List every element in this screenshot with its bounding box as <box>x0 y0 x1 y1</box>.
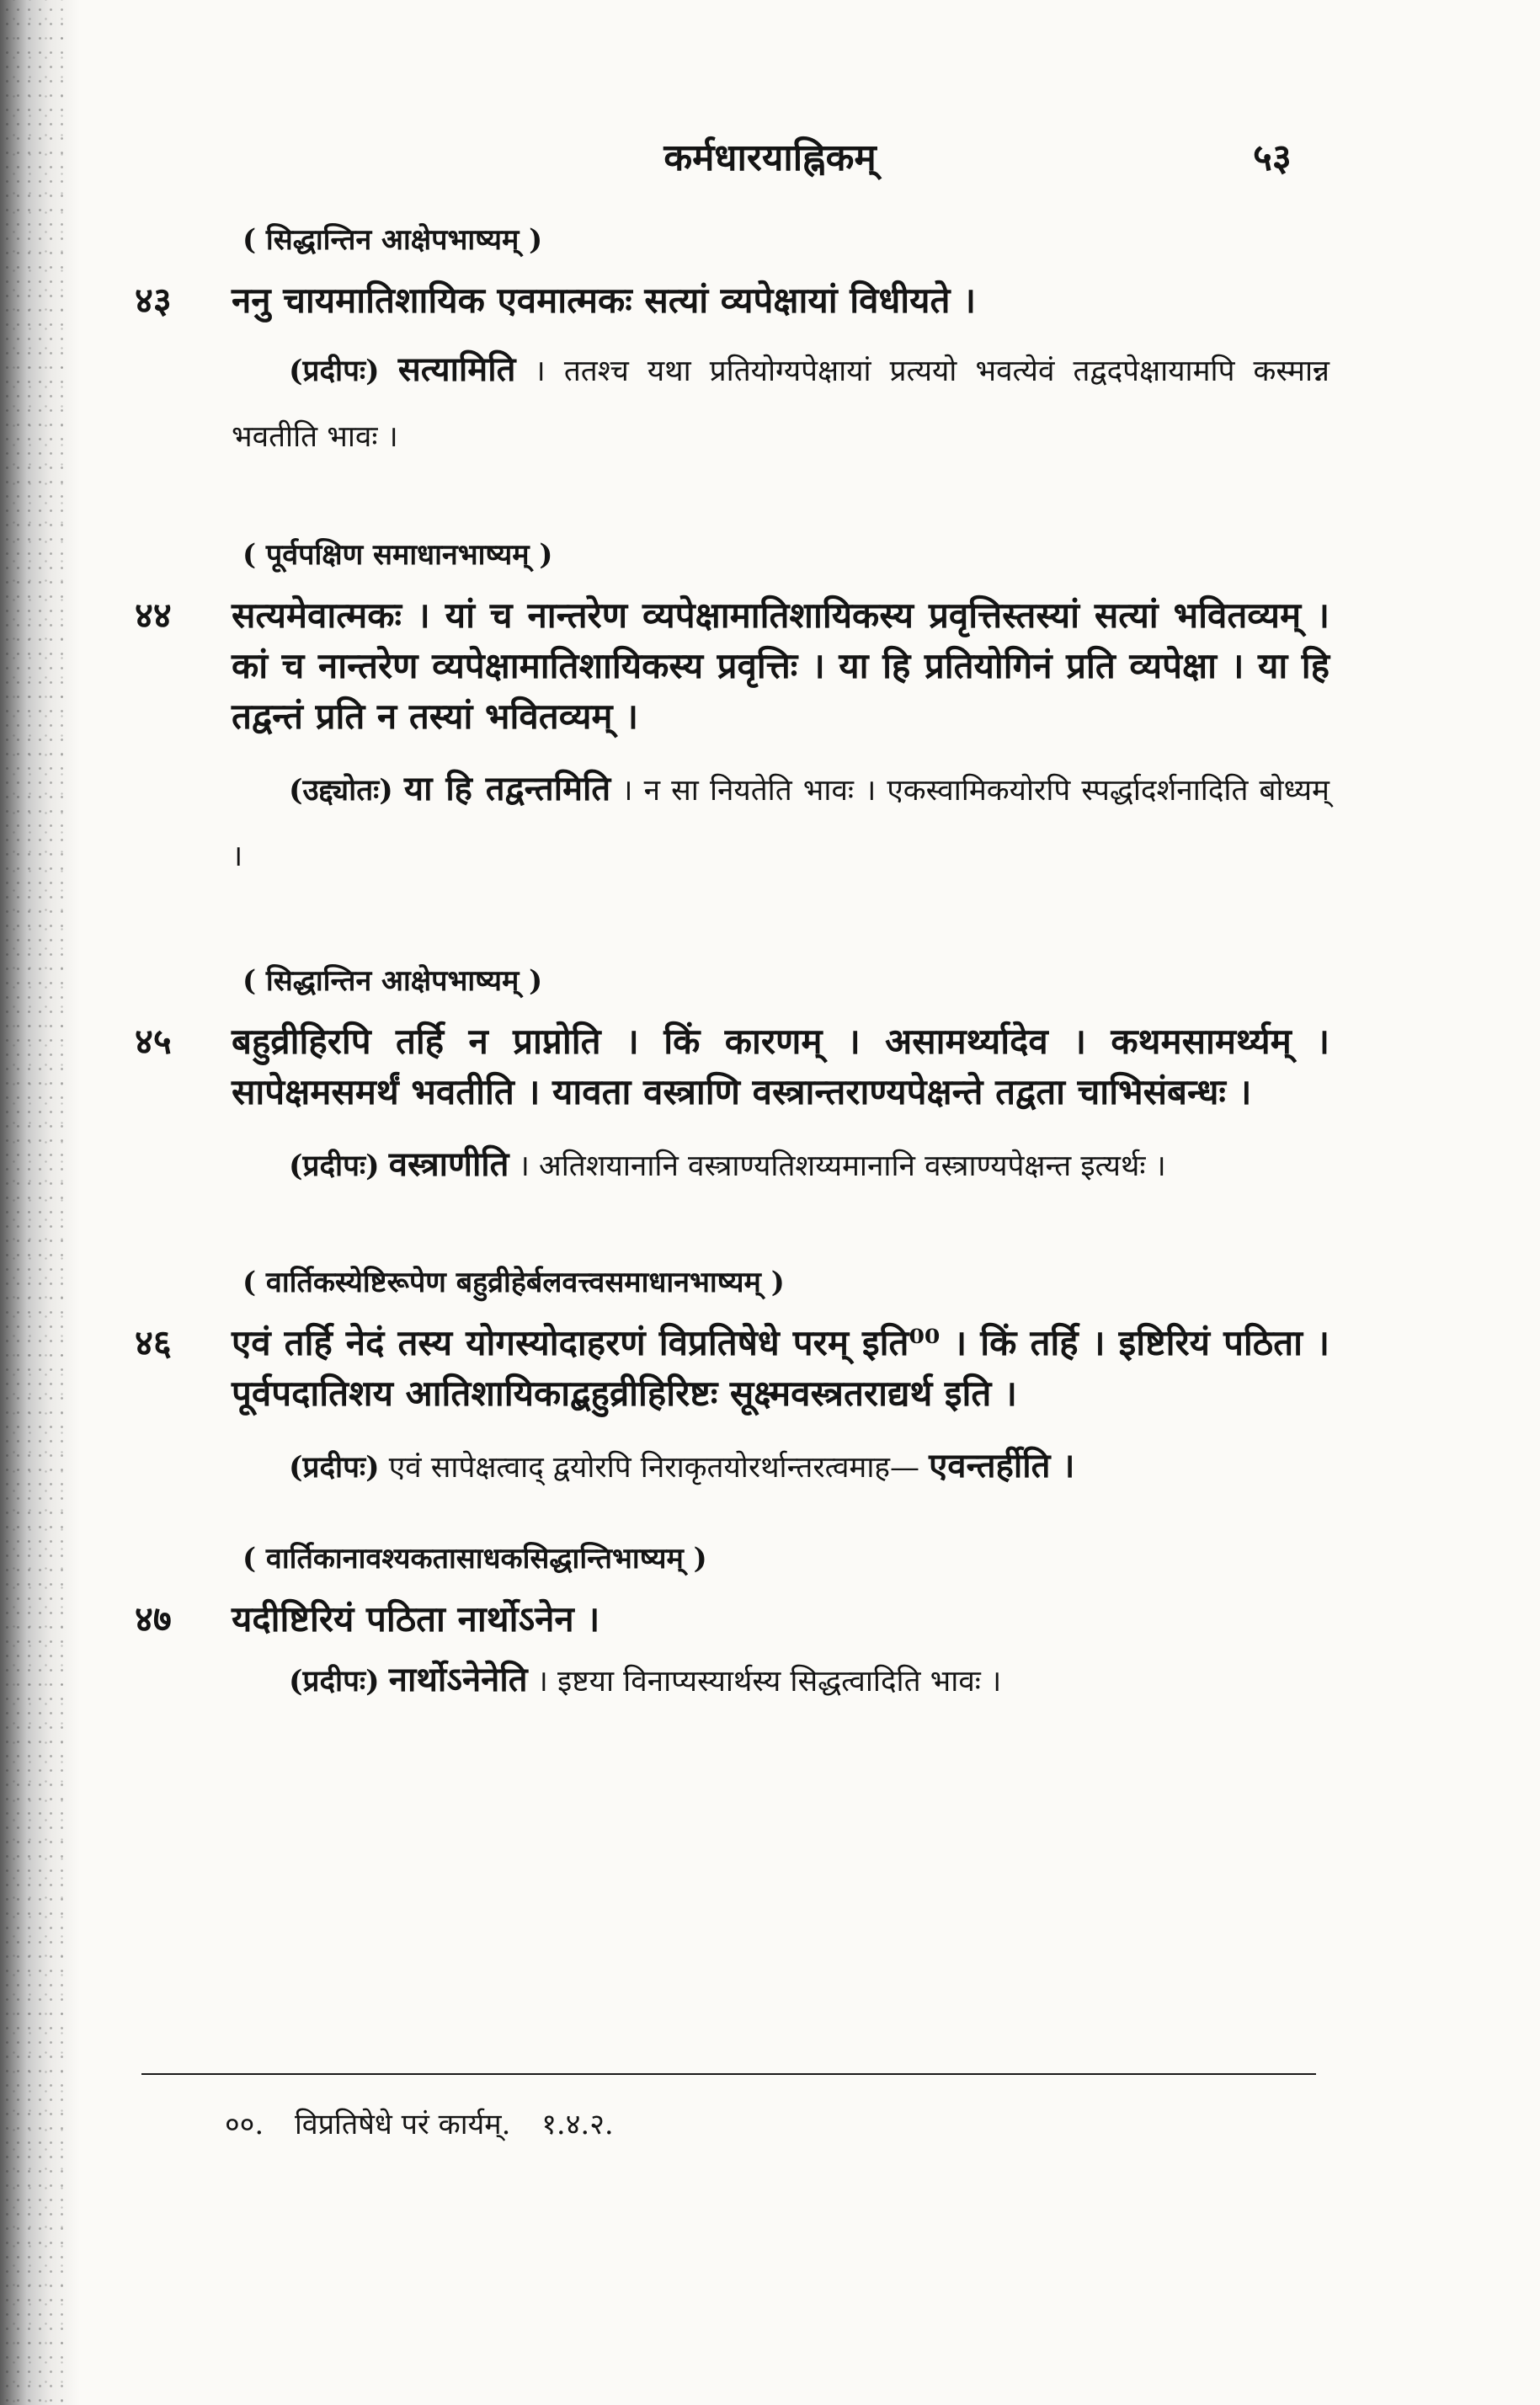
section-44 <box>0 530 1540 888</box>
page-body <box>0 215 1540 1714</box>
section-heading: ( पूर्वपक्षिण समाधानभाष्यम् ) <box>242 538 553 572</box>
bhashya-block <box>0 1016 1540 1117</box>
section-43 <box>0 215 1540 469</box>
bhashya-number: ४५ <box>135 1021 172 1062</box>
bhashya-block <box>0 1318 1540 1419</box>
section-47 <box>0 1533 1540 1714</box>
section-heading: ( सिद्धान्तिन आक्षेपभाष्यम् ) <box>242 223 543 257</box>
bhashya-block <box>0 275 1540 326</box>
commentary-trailing-lemma: एवन्तर्हीति । <box>929 1446 1075 1485</box>
commentary <box>232 757 1330 888</box>
footnote-reference: १.४.२. <box>541 2108 614 2141</box>
bhashya-number: ४७ <box>135 1598 172 1640</box>
commentary-tag: (उद्द्योतः) <box>289 773 393 808</box>
bhashya-text: ननु चायमातिशायिक एवमात्मकः सत्यां व्यपेक्षायां विधीयते । <box>232 280 977 321</box>
bhashya-number: ४६ <box>135 1322 172 1363</box>
section-heading: ( वार्तिकानावश्यकतासाधकसिद्धान्तिभाष्यम् ) <box>242 1542 707 1576</box>
footnote <box>225 2104 636 2142</box>
bhashya-number: ४३ <box>135 280 172 321</box>
commentary <box>232 338 1330 469</box>
bhashya-text: सत्यमेवात्मकः । यां च नान्तरेण व्यपेक्षामातिशायिकस्य प्रवृत्तिस्तस्यां सत्यां भवितव्यम् । कां च नान्तरेण व्यपेक्षामातिशायिकस्य प्रवृत्तिः । या हि प्रतियोगिनं प्रति व्यपेक्षा । या हि तद्वन्तं प्रति न तस्यां भवितव्यम् । <box>232 595 1330 737</box>
commentary <box>232 1434 1330 1500</box>
commentary <box>232 1648 1330 1714</box>
commentary-text: एवं सापेक्षत्वाद् द्वयोरपि निराकृतयोरर्थान्तरत्वमाह— <box>388 1451 919 1485</box>
commentary-tag: (प्रदीपः) <box>289 1149 380 1183</box>
bhashya-text: एवं तर्हि नेदं तस्य योगस्योदाहरणं विप्रतिषेधे परम् इति⁰⁰ । किं तर्हि । इष्टिरियं पठिता । पूर्वपदातिशय आतिशायिकाद्बहुव्रीहिरिष्टः सूक्ष्मवस्त्रतराद्यर्थ इति । <box>232 1322 1330 1414</box>
section-heading: ( सिद्धान्तिन आक्षेपभाष्यम् ) <box>242 964 543 998</box>
bhashya-block <box>0 1594 1540 1645</box>
commentary-lemma: या हि तद्वन्तमिति <box>403 769 611 808</box>
footnote-text: विप्रतिषेधे परं कार्यम्. <box>294 2108 511 2141</box>
bhashya-block <box>0 590 1540 742</box>
footnote-marker: ००. <box>225 2108 264 2141</box>
commentary-text: । ततश्च यथा प्रतियोग्यपेक्षायां प्रत्ययो भवत्येवं तद्वदपेक्षायामपि कस्मान्न भवतीति भावः । <box>232 355 1330 454</box>
section-heading: ( वार्तिकस्येष्टिरूपेण बहुव्रीहेर्बलवत्त्वसमाधानभाष्यम् ) <box>242 1266 785 1299</box>
bhashya-text: बहुव्रीहिरपि तर्हि न प्राप्नोति । किं कारणम् । असामर्थ्यादेव । कथमसामर्थ्यम् । सापेक्षमसमर्थं भवतीति । यावता वस्त्राणि वस्त्रान्तराण्यपेक्षन्ते तद्वता चाभिसंबन्धः । <box>232 1021 1330 1112</box>
commentary-lemma: नार्थोऽनेनेति <box>388 1660 528 1699</box>
bhashya-number: ४४ <box>135 595 172 636</box>
commentary-tag: (प्रदीपः) <box>289 354 380 388</box>
commentary-lemma: वस्त्राणीति <box>388 1144 509 1184</box>
section-46 <box>0 1257 1540 1500</box>
commentary-text: । अतिशयानानि वस्त्राण्यतिशय्यमानानि वस्त्राण्यपेक्षन्त इत्यर्थः । <box>518 1149 1166 1183</box>
page-header-title: कर्मधारयाह्निकम् <box>663 136 877 179</box>
section-45 <box>0 956 1540 1198</box>
commentary-text: । न सा नियतेति भावः । एकस्वामिकयोरपि स्पर्द्धादर्शनादिति बोध्यम् । <box>232 774 1330 873</box>
page-number: ५३ <box>1253 136 1292 179</box>
commentary-tag: (प्रदीपः) <box>289 1450 380 1485</box>
commentary-tag: (प्रदीपः) <box>289 1664 380 1698</box>
footnote-divider <box>141 2073 1316 2075</box>
bhashya-text: यदीष्टिरियं पठिता नार्थोऽनेन । <box>232 1598 600 1640</box>
commentary-text: । इष्टया विनाप्यस्यार्थस्य सिद्धत्वादिति भावः । <box>536 1665 1002 1698</box>
commentary <box>232 1133 1330 1198</box>
commentary-lemma: सत्यामिति <box>397 349 516 389</box>
